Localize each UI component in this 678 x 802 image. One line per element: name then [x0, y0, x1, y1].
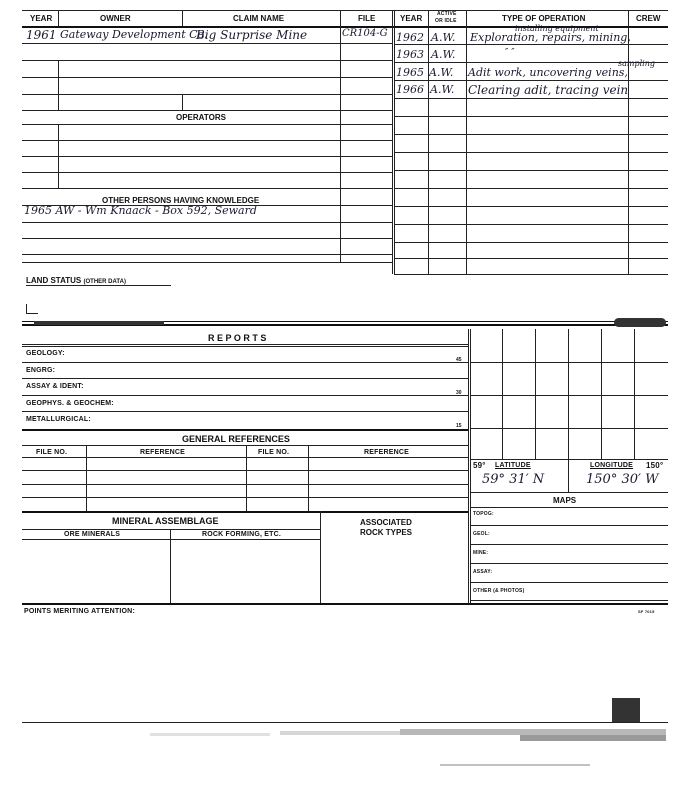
or-idle-header: OR IDLE [435, 18, 457, 24]
map-assay: ASSAY: [473, 569, 493, 575]
year2-header: YEAR [400, 14, 423, 23]
owner-entry-owner: Gateway Development Co. [60, 28, 208, 41]
op1-type: Exploration, repairs, mining, [470, 31, 631, 44]
ref-col-file-no-2: FILE NO. [258, 449, 290, 456]
scan-smudge-left [34, 321, 164, 325]
op1-note: installing equipment [515, 24, 599, 33]
margin-number-30: 30 [456, 390, 462, 396]
op3-year: 1965 [396, 66, 424, 79]
active-header: ACTIVE [437, 11, 457, 17]
report-engrg: ENGRG: [26, 367, 56, 374]
year-header: YEAR [30, 14, 53, 23]
type-of-operation-header: TYPE OF OPERATION [502, 14, 586, 23]
map-geol: GEOL: [473, 531, 490, 537]
latitude-label: LATITUDE [495, 462, 531, 469]
lat-prefix: 59° [473, 461, 486, 470]
general-references-title: GENERAL REFERENCES [182, 434, 290, 444]
mineral-assemblage-title: MINERAL ASSEMBLAGE [112, 516, 219, 526]
op1-year: 1962 [396, 31, 424, 44]
op4-type: Clearing adit, tracing vein [468, 83, 629, 97]
associated-label: ASSOCIATED [360, 518, 412, 527]
ref-col-reference-2: REFERENCE [364, 449, 409, 456]
owner-entry-year: 1961 [26, 28, 57, 42]
maps-title: MAPS [553, 496, 577, 505]
crew-header: CREW [636, 14, 661, 23]
file-header: FILE [358, 14, 376, 23]
scan-smudge-right [614, 318, 666, 327]
claim-name-header: CLAIM NAME [233, 14, 285, 23]
owner-entry-file: CR104-G [342, 28, 388, 39]
ref-col-reference-1: REFERENCE [140, 449, 185, 456]
op4-year: 1966 [396, 83, 424, 96]
owner-entry-claim: Big Surprise Mine [196, 28, 308, 42]
latitude-value: 59° 31′ N [482, 472, 545, 487]
ore-minerals-header: ORE MINERALS [64, 531, 121, 538]
ref-col-file-no-1: FILE NO. [36, 449, 68, 456]
report-metallurgical: METALLURGICAL: [26, 416, 91, 423]
owner-header: OWNER [100, 14, 131, 23]
longitude-label: LONGITUDE [590, 462, 634, 469]
op2-status: A.W. [431, 48, 456, 61]
op3-status: A.W. [429, 66, 454, 79]
map-other: OTHER (& PHOTOS) [473, 588, 525, 594]
form-number: SF 7015 [638, 609, 655, 614]
report-assay: ASSAY & IDENT: [26, 383, 84, 390]
rock-forming-header: ROCK FORMING, ETC. [202, 531, 282, 538]
margin-number-45: 45 [456, 357, 462, 363]
long-suffix: 150° [646, 461, 664, 470]
map-topog: TOPOG: [473, 511, 494, 517]
report-geology: GEOLOGY: [26, 350, 65, 357]
op2-type: ″ ″ [505, 48, 515, 58]
reports-title: R E P O R T S [208, 333, 267, 343]
op3-type: Adit work, uncovering veins, [468, 66, 628, 79]
op4-status: A.W. [430, 83, 455, 96]
points-meriting-label: POINTS MERITING ATTENTION: [24, 608, 135, 615]
longitude-value: 150° 30′ W [586, 472, 659, 487]
other-persons-entry: 1965 AW - Wm Knaack - Box 592, Seward [24, 204, 257, 217]
land-status-label: LAND STATUS (OTHER DATA) [26, 276, 126, 285]
map-mine: MINE: [473, 550, 489, 556]
margin-number-15: 15 [456, 423, 462, 429]
op1-status: A.W. [431, 31, 456, 44]
operators-title: OPERATORS [176, 113, 226, 122]
report-geophys: GEOPHYS. & GEOCHEM: [26, 400, 114, 407]
other-persons-title: OTHER PERSONS HAVING KNOWLEDGE [102, 196, 260, 205]
op3-note: sampling [618, 59, 655, 68]
rock-types-label: ROCK TYPES [360, 528, 413, 537]
op2-year: 1963 [396, 48, 424, 61]
